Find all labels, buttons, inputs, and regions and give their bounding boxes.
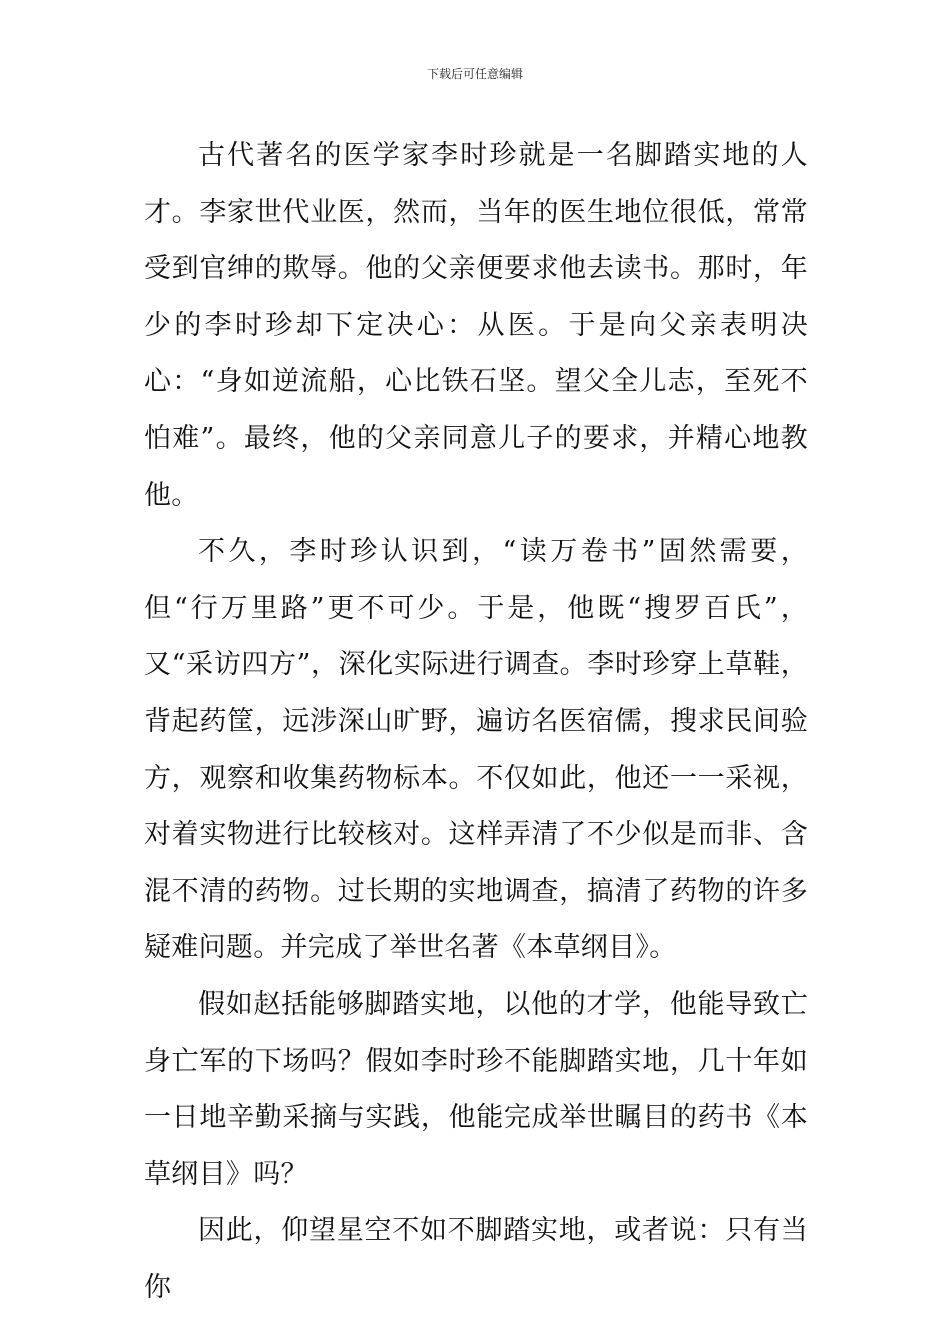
paragraph-li-shizhen-intro: 古代著名的医学家李时珍就是一名脚踏实地的人才。李家世代业医，然而，当年的医生地位很低，常常受到官绅的欺辱。他的父亲便要求他去读书。那时，年少的李时珍却下定决心：从医。于是向父亲表明决心：“身如逆流船，心比铁石坚。望父全儿志，至死不怕难”。最终，他的父亲同意儿子的要求，并精心地教他。 [144, 140, 808, 511]
paragraph-rhetorical-questions: 假如赵括能够脚踏实地，以他的才学，他能导致亡身亡军的下场吗？假如李时珍不能脚踏实地，几十年如一日地辛勤采摘与实践，他能完成举世瞩目的药书《本草纲目》吗？ [144, 988, 808, 1190]
paragraph-conclusion: 因此，仰望星空不如不脚踏实地，或者说：只有当你 [144, 1215, 808, 1303]
document-body [144, 128, 808, 1316]
page-header: 下载后可任意编辑 [426, 67, 523, 81]
paragraph-li-shizhen-research: 不久，李时珍认识到，“读万卷书”固然需要，但“行万里路”更不可少。于是，他既“搜罗百氏”，又“采访四方”，深化实际进行调查。李时珍穿上草鞋，背起药筐，远涉深山旷野，遍访名医宿儒，搜求民间验方，观察和收集药物标本。不仅如此，他还一一采视，对着实物进行比较核对。这样弄清了不少似是而非、含混不清的药物。过长期的实地调查，搞清了药物的许多疑难问题。并完成了举世名著《本草纲目》。 [144, 536, 808, 964]
